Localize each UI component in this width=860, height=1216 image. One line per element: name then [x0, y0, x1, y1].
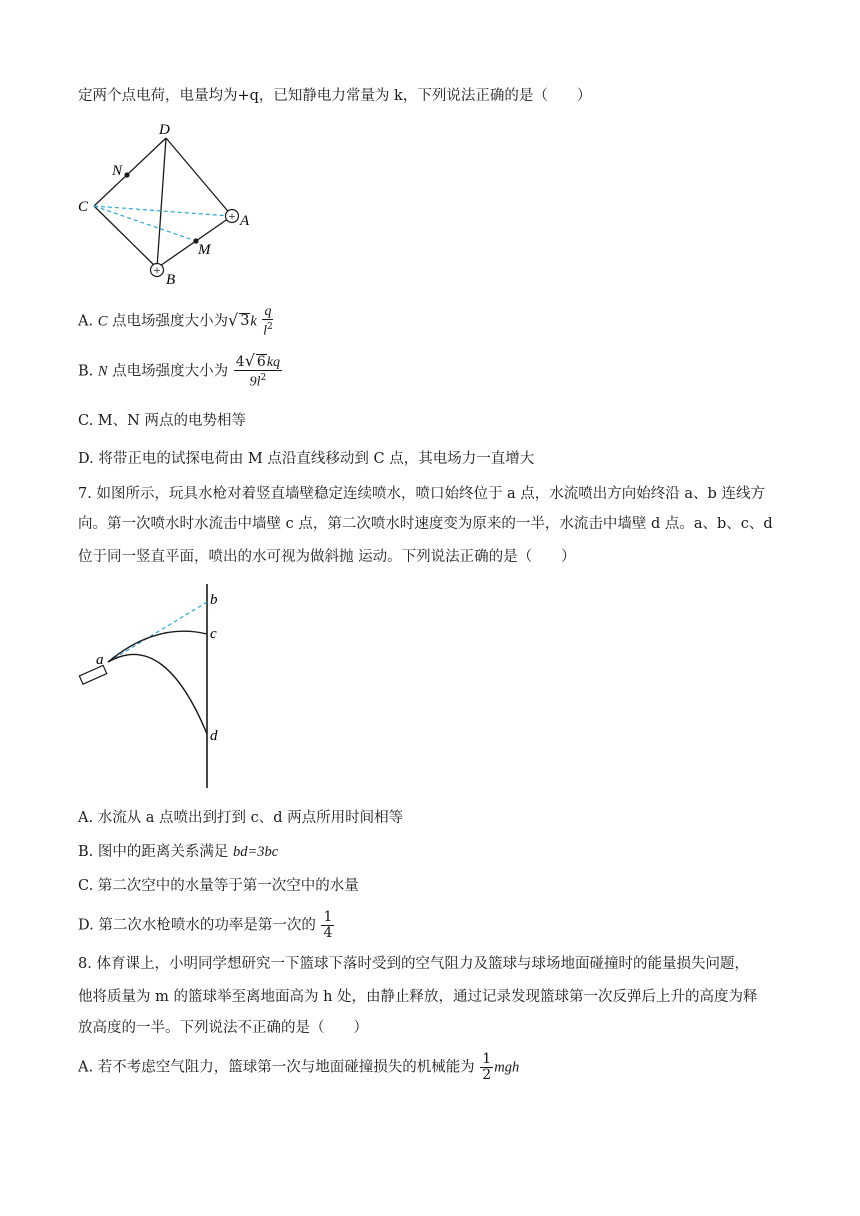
q8-line-1: 8. 体育课上，小明同学想研究一下篮球下落时受到的空气阻力及篮球与球场地面碰撞时的能量损失问题， [78, 956, 749, 972]
q7-option-a: A. 水流从 a 点喷出到打到 c、d 两点所用时间相等 [78, 810, 404, 826]
label-b: B [166, 272, 176, 288]
q6-option-a: A. C 点电场强度大小为√ 3k $\frac{q}{l^2}$ [78, 304, 273, 339]
label-m: M [198, 242, 211, 258]
charge-a-plus: + [227, 208, 237, 224]
q6-figure-tetrahedron [70, 118, 270, 288]
q7-option-b: B. 图中的距离关系满足 bd=3bc [78, 844, 279, 860]
q7-line-3: 位于同一竖直平面，喷出的水可视为做斜抛 运动。下列说法正确的是（ ） [78, 549, 576, 565]
label-c-point: c [210, 626, 217, 642]
charge-b-plus: + [152, 262, 162, 278]
q6-option-d: D. 将带正电的试探电荷由 M 点沿直线移动到 C 点，其电场力一直增大 [78, 451, 535, 467]
q6-option-b: B. N 点电场强度大小为 $\frac{4√ 6kq}{9l^2}$ [78, 351, 281, 390]
q8-line-3: 放高度的一半。下列说法不正确的是（ ） [78, 1020, 368, 1036]
label-a-point: a [96, 652, 104, 668]
q8-option-a: A. 若不考虑空气阻力，篮球第一次与地面碰撞损失的机械能为 $\frac{1}{2}$ mgh [78, 1051, 520, 1083]
q7-line-2: 向。第一次喷水时水流击中墙壁 c 点，第二次喷水时速度变为原来的一半，水流击中墙壁 d 点。a、b、c、d [78, 516, 773, 532]
q7-figure-water-gun [74, 582, 244, 792]
label-b-point: b [210, 592, 218, 608]
q6-option-c: C. M、N 两点的电势相等 [78, 413, 246, 429]
q8-line-2: 他将质量为 m 的篮球举至离地面高为 h 处，由静止释放，通过记录发现篮球第一次反弹后上升的高度为释 [78, 989, 758, 1005]
label-a: A [240, 213, 250, 229]
label-d: D [159, 122, 170, 138]
label-d-point: d [210, 728, 218, 744]
q7-option-c: C. 第二次空中的水量等于第一次空中的水量 [78, 878, 359, 894]
q6-intro-line: 定两个点电荷，电量均为+q，已知静电力常量为 k，下列说法正确的是（ ） [78, 88, 592, 104]
label-n: N [112, 163, 123, 179]
q7-line-1: 7. 如图所示，玩具水枪对着竖直墙壁稳定连续喷水，喷口始终位于 a 点，水流喷出方向始终沿 a、b 连线方 [78, 486, 765, 502]
q7-option-d: D. 第二次水枪喷水的功率是第一次的 $\frac{1}{4}$ [78, 909, 333, 941]
label-c: C [78, 199, 89, 215]
